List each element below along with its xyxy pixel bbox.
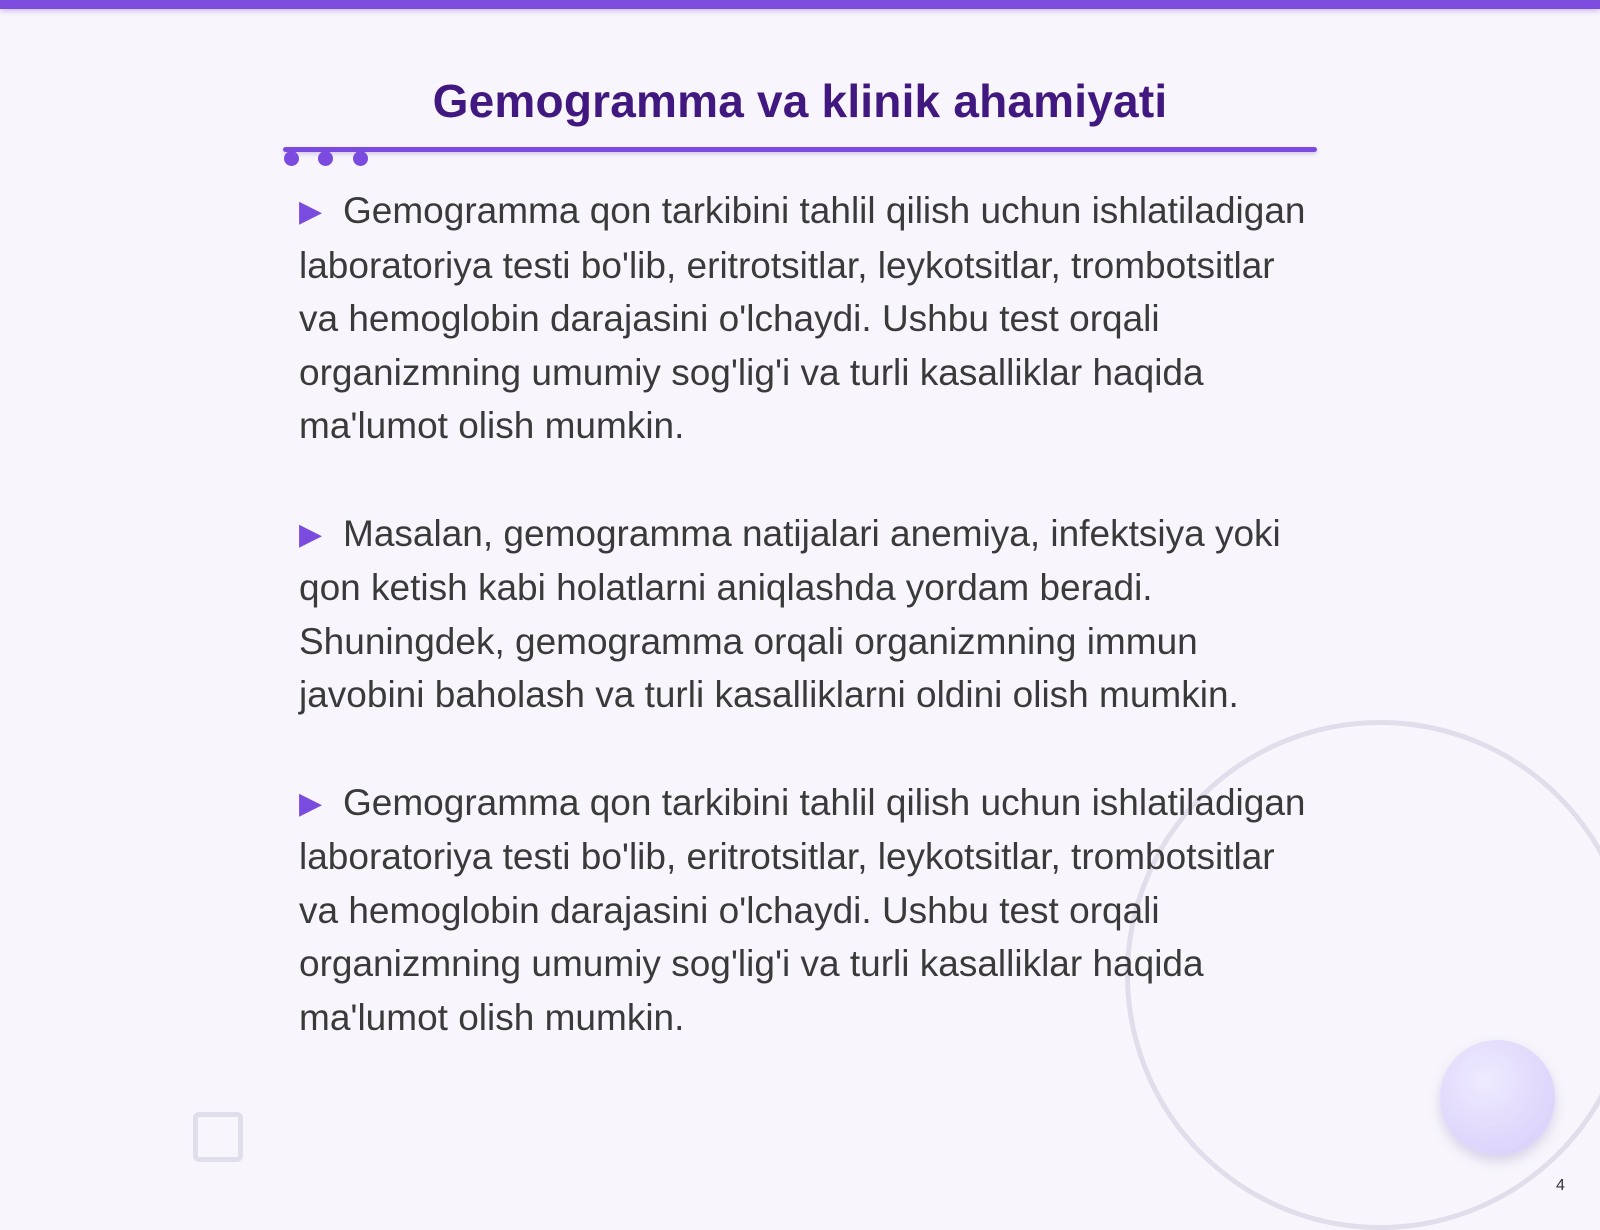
triangle-bullet-icon: ▶ — [299, 195, 323, 228]
decorative-square-outline — [193, 1112, 243, 1162]
decorative-ball — [1440, 1040, 1555, 1155]
paragraph-1 — [299, 184, 1309, 453]
triangle-bullet-icon: ▶ — [299, 786, 323, 820]
paragraph-2 — [299, 507, 1309, 722]
slide-title: Gemogramma va klinik ahamiyati — [432, 75, 1168, 127]
paragraph-text: Gemogramma qon tarkibini tahlil qilish uchun ishlatiladigan laboratoriya testi bo'lib, eritrotsitlar, leykotsitlar, trombotsitlar va hemoglobin darajasini o'lchaydi. Ushbu test orqali organizmning umumiy sog'lig'i va turli kasalliklar haqida ma'lumot olish mumkin. — [299, 781, 1306, 1038]
page-number: 4 — [1556, 1177, 1565, 1194]
title-dot-3 — [353, 151, 368, 166]
title-underline — [283, 147, 1317, 152]
top-accent-bar — [0, 0, 1600, 9]
paragraph-text: Masalan, gemogramma natijalari anemiya, infektsiya yoki qon ketish kabi holatlarni aniqlashda yordam beradi. Shuningdek, gemogramma orqali organizmning immun javobini baholash va turli kasalliklarni oldini olish mumkin. — [299, 512, 1281, 715]
slide-body — [299, 184, 1309, 1098]
title-dot-2 — [318, 151, 333, 166]
paragraph-text: Gemogramma qon tarkibini tahlil qilish uchun ishlatiladigan laboratoriya testi bo'lib, eritrotsitlar, leykotsitlar, trombotsitlar va hemoglobin darajasini o'lchaydi. Ushbu test orqali organizmning umumiy sog'lig'i va turli kasalliklar haqida ma'lumot olish mumkin. — [299, 190, 1306, 446]
triangle-bullet-icon: ▶ — [299, 517, 323, 551]
paragraph-3 — [299, 776, 1309, 1045]
title-dot-1 — [284, 151, 299, 166]
